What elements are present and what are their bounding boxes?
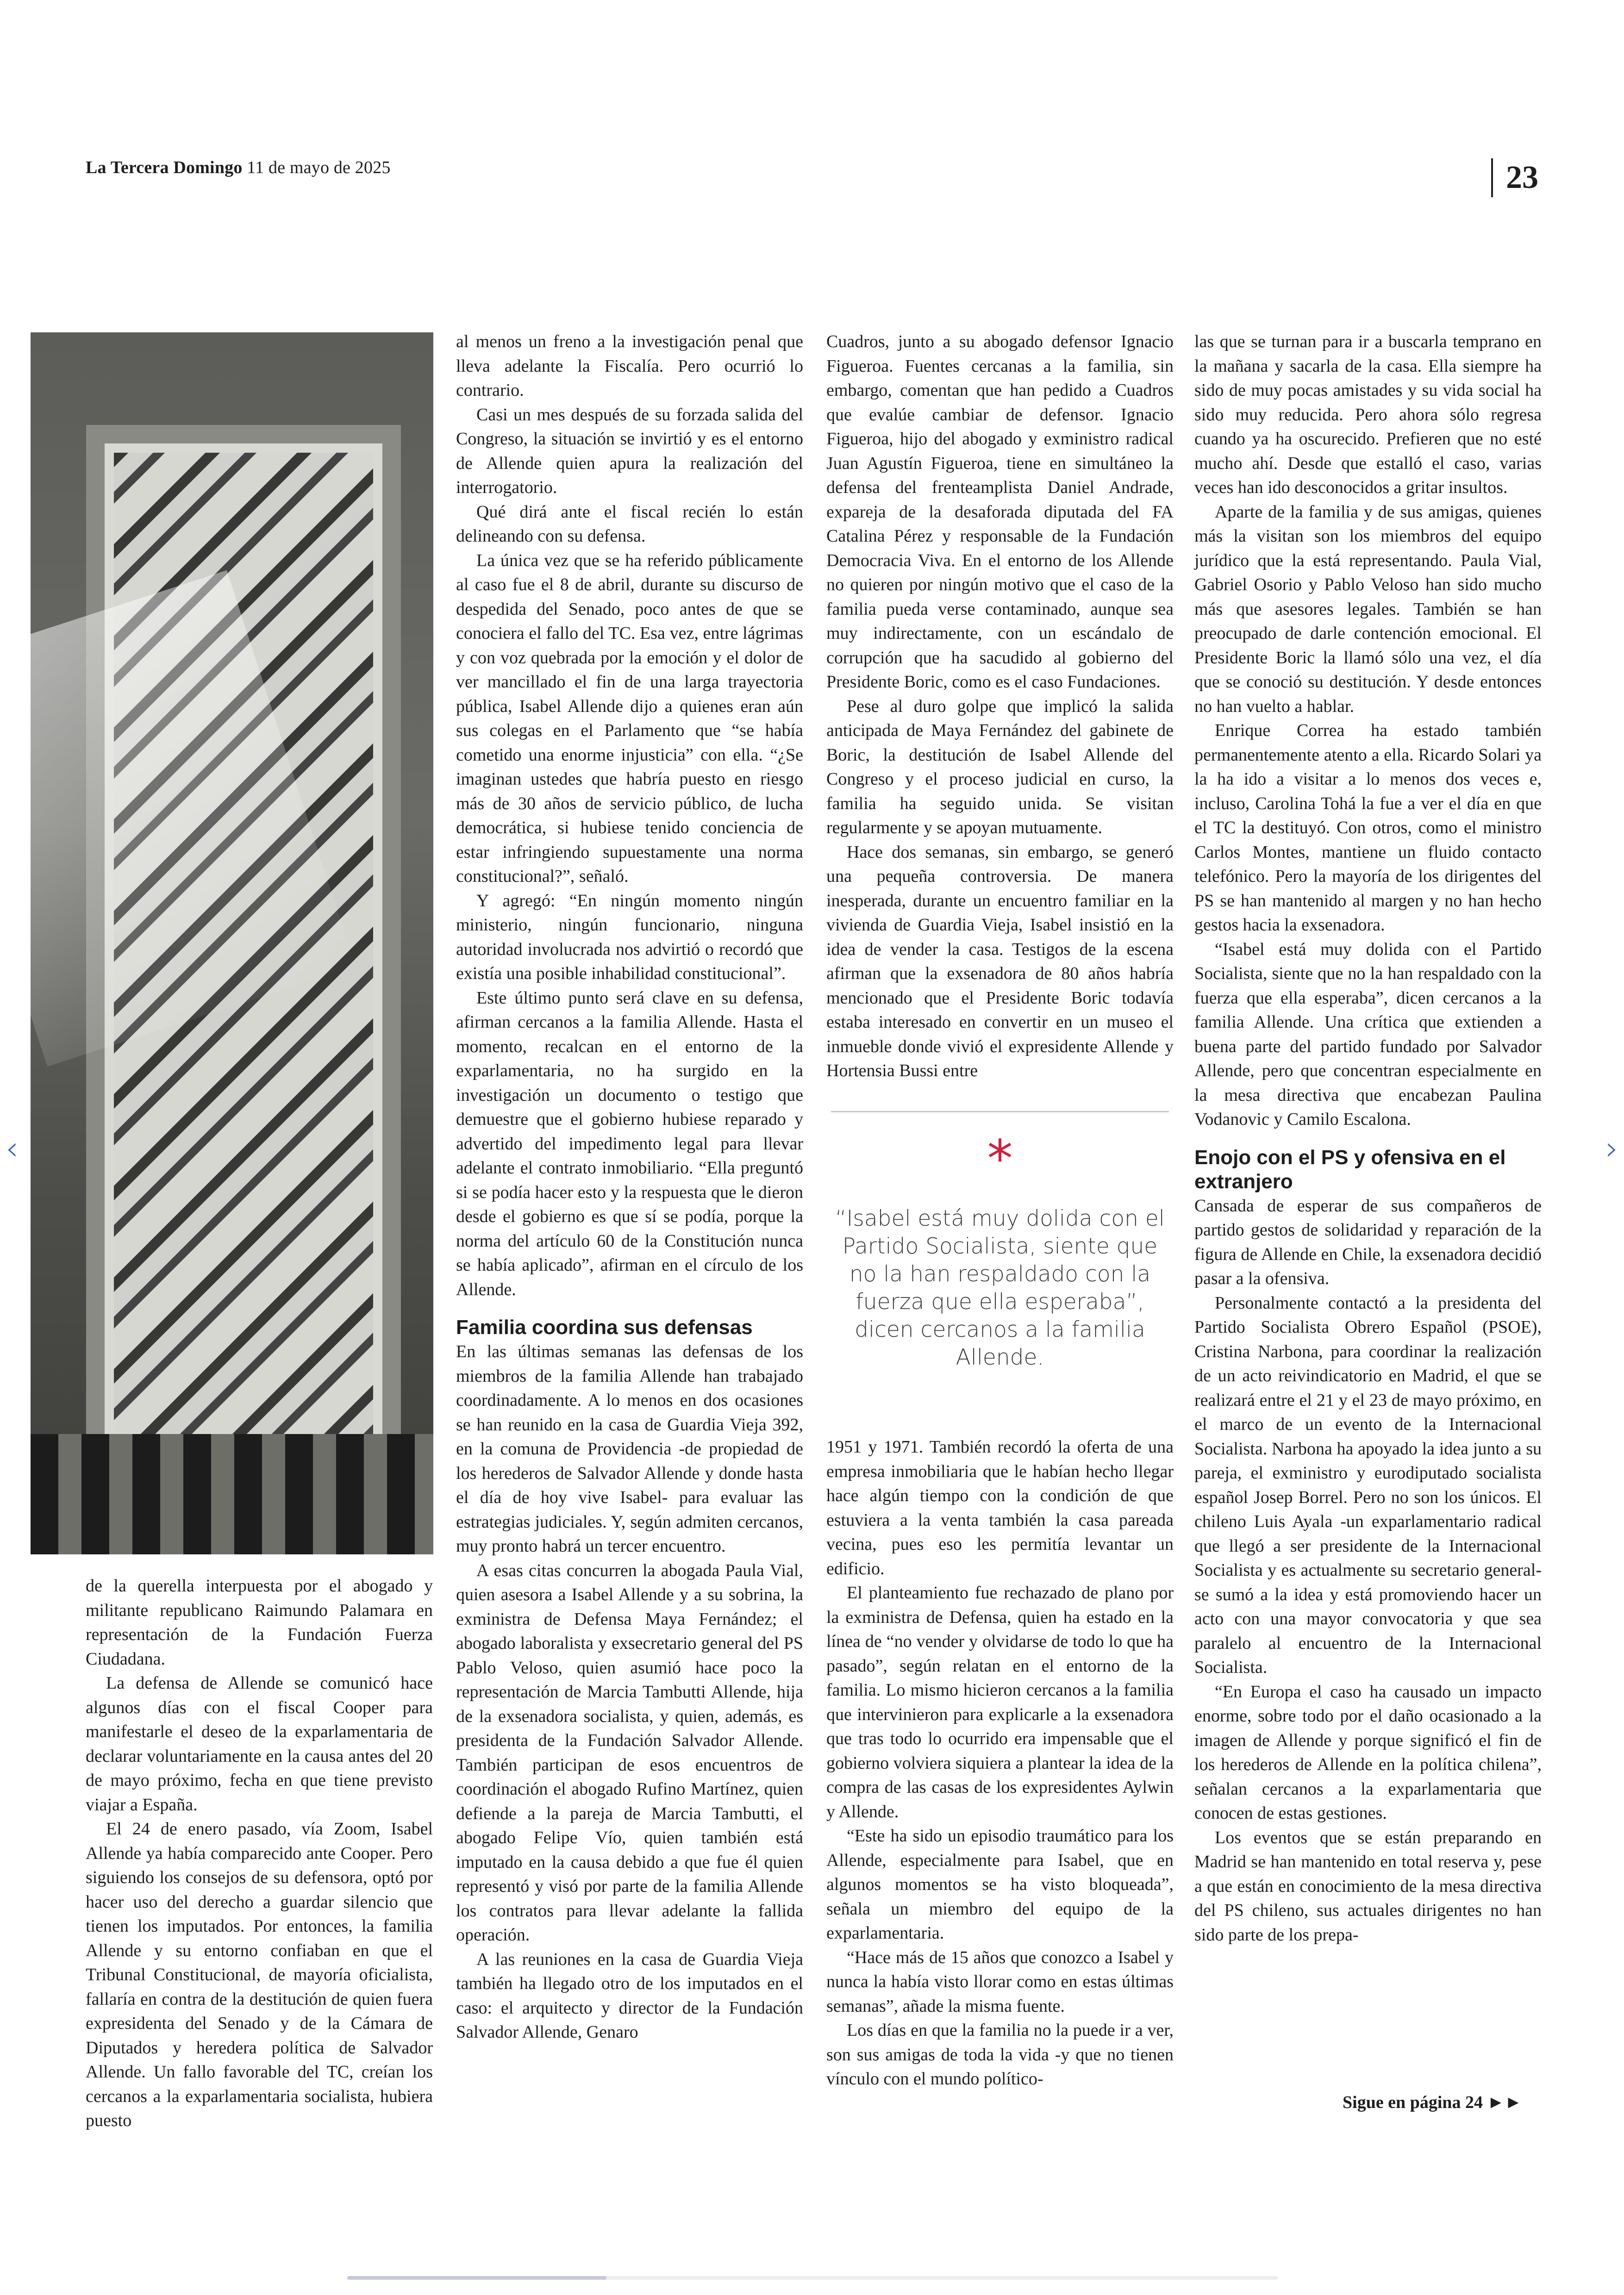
paragraph: Personalmente contactó a la presidenta del Partido Socialista Obrero Español (PSOE), Cristina Narbona, para coordinar la realización de un acto reivindicatorio en Madrid, el que se realizará entre el 21 y el 23 de mayo próximo, en el marco de un evento de la Internacional Socialista. Narbona ha apoyado la idea junto a su pareja, el exministro y eurodiputado socialista español Josep Borrel. Pero no son los únicos. El chileno Luis Ayala -un exparlamentario radical que llegó a ser presidente de la Internacional Socialista y es actualmente su secretario general- se sumó a la idea y está promoviendo hacer un acto con una mayor convocatoria y que sea paralelo al encuentro de la Internacional Socialista. [1194, 1293, 1542, 1677]
scrollbar-thumb[interactable] [347, 2276, 606, 2280]
section-heading: Familia coordina sus defensas [456, 1316, 753, 1339]
publication-date: 11 de mayo de 2025 [247, 158, 391, 177]
paragraph: En las últimas semanas las defensas de los miembros de la familia Allende han trabajado coordinadamente. A lo menos en dos ocasiones se han reunido en la casa de Guardia Vieja 392, en la comuna de Providencia -de propiedad de los herederos de Salvador Allende y donde hasta el día de hoy vive Isabel- para evaluar las estrategias judiciales. Y, según admiten cercanos, muy pronto habrá un tercer encuentro. [456, 1342, 803, 1556]
paragraph: Pese al duro golpe que implicó la salida anticipada de Maya Fernández del gabinete de Boric, la destitución de Isabel Allende del Congreso y el proceso judicial en curso, la familia ha seguido unida. Se visitan regularmente y se apoyan mutuamente. [826, 696, 1174, 837]
paragraph: El planteamiento fue rechazado de plano por la exministra de Defensa, quien ha estado en la línea de “no vender y olvidarse de todo lo que ha pasado”, según relatan en el entorno de la familia. Lo mismo hicieron cercanos a la familia que intervinieron para explicarle a la exsenadora que tras todo lo ocurrido era impensable que el gobierno volviera siquiera a plantear la idea de la compra de las casas de los expresidentes Aylwin y Allende. [826, 1583, 1174, 1821]
paragraph: Qué dirá ante el fiscal recién lo están delineando con su defensa. [456, 502, 803, 546]
paragraph: La defensa de Allende se comunicó hace algunos días con el fiscal Cooper para manifestarle el deseo de la exparlamentaria de declarar voluntariamente en la causa antes del 20 de mayo próximo, fecha en que tiene previsto viajar a España. [86, 1673, 433, 1815]
railing-shadow [31, 1434, 433, 1554]
paragraph: 1951 y 1971. También recordó la oferta de una empresa inmobiliaria que le habían hecho llegar hace algún tiempo con la condición de que estuviera a la venta también la casa pareada vecina, pues eso les permitía levantar un edificio. [826, 1437, 1174, 1578]
pull-quote-text: “Isabel está muy dolida con el Partido Socialista, siente que no la han respaldado con la fuerza que ella esperaba”, dicen cercanos a la familia Allende. [835, 1206, 1165, 1370]
paragraph: Cuadros, junto a su abogado defensor Ignacio Figueroa. Fuentes cercanas a la familia, sin embargo, comentan que han pedido a Cuadros que evalúe cambiar de defensor. Ignacio Figueroa, hijo del abogado y exministro radical Juan Agustín Figueroa, tiene en simultáneo la defensa del frenteamplista Daniel Andrade, expareja de la desaforada diputada del FA Catalina Pérez y responsable de la Fundación Democracia Viva. En el entorno de los Allende no quieren por ningún motivo que el caso de la familia pueda verse contaminado, aunque sea muy indirectamente, con un escándalo de corrupción que ha sacudido al gobierno del Presidente Boric, como es el caso Fundaciones. [826, 332, 1174, 692]
paragraph: Cansada de esperar de sus compañeros de partido gestos de solidaridad y reparación de la figura de Allende en Chile, la exsenadora decidió pasar a la ofensiva. [1194, 1196, 1542, 1288]
paragraph: Y agregó: “En ningún momento ningún ministerio, ningún funcionario, ninguna autoridad involucrada nos advirtió o recordó que existía una posible inhabilidad constitucional”. [456, 891, 803, 983]
paragraph: Los días en que la familia no la puede ir a ver, son sus amigas de toda la vida -y que no tienen vínculo con el mundo político- [826, 2021, 1174, 2089]
paragraph: Los eventos que se están preparando en Madrid se han mantenido en total reserva y, pese a que están en conocimiento de la mesa directiva del PS chileno, sus actuales dirigentes no han sido parte de los prepa- [1194, 1827, 1542, 1945]
paragraph: “Isabel está muy dolida con el Partido Socialista, siente que no la han respaldado con la fuerza que ella esperaba”, dicen cercanos a la familia Allende. Una crítica que extienden a buena parte del partido fundado por Salvador Allende, pero que concentran especialmente en la mesa directiva que encabezan Paulina Vodanovic y Camilo Escalona. [1194, 939, 1542, 1129]
paragraph: El 24 de enero pasado, vía Zoom, Isabel Allende ya había comparecido ante Cooper. Pero siguiendo los consejos de su defensora, optó por hacer uso del derecho a guardar silencio que tienen los imputados. Por entonces, la familia Allende y su entorno confiaban en que el Tribunal Constitucional, de mayoría oficialista, fallaría en contra de la destitución de quien fuera expresidenta del Senado y de la Cámara de Diputados y heredera política de Salvador Allende. Un fallo favorable del TC, creían los cercanos a la exparlamentaria socialista, hubiera puesto [86, 1819, 433, 2130]
paragraph: A esas citas concurren la abogada Paula Vial, quien asesora a Isabel Allende y a su sobrina, la exministra de Defensa Maya Fernández; el abogado laboralista y exsecretario general del PS Pablo Veloso, quien asumió hace poco la representación de Marcia Tambutti Allende, hija de la exsenadora socialista, y quien, además, es presidenta de la Fundación Salvador Allende. También participan de esos encuentros de coordinación el abogado Rufino Martínez, quien defiende a la pareja de Marcia Tambutti, el abogado Felipe Vío, quien también está imputado en la causa debido a que fue él quien representó y visó por parte de la familia Allende los contratos para llevar adelante la fallida operación. [456, 1560, 803, 1945]
paragraph: La única vez que se ha referido públicamente al caso fue el 8 de abril, durante su discurso de despedida del Senado, poco antes de que se conociera el fallo del TC. Esa vez, entre lágrimas y con voz quebrada por la emoción y el dolor de ver mancillado el fin de una larga trayectoria pública, Isabel Allende dijo a quienes eran aún sus colegas en el Parlamento que “se había cometido una enorme injusticia” con ella. “¿Se imaginan ustedes que habría puesto en riesgo más de 30 años de servicio público, de lucha democrática, si hubiese tenido conciencia de estar infringiendo supuestamente una norma constitucional?”, señaló. [456, 550, 803, 886]
article-column-4 [1194, 330, 1542, 1947]
paragraph: Enrique Correa ha estado también permanentemente atento a ella. Ricardo Solari ya la ha ido a visitar a lo menos dos veces e, incluso, Carolina Tohá la fue a ver el día en que el TC la destituyó. Con otros, como el ministro Carlos Montes, mantiene un fluido contacto telefónico. Pero la mayoría de los dirigentes del PS se han mantenido al margen y no han hecho gestos hacia la exsenadora. [1194, 721, 1542, 935]
paragraph: A las reuniones en la casa de Guardia Vieja también ha llegado otro de los imputados en el caso: el arquitecto y director de la Fundación Salvador Allende, Genaro [456, 1949, 803, 2042]
chevron-left-icon[interactable]: ‹ [6, 1129, 19, 1167]
paragraph: de la querella interpuesta por el abogado y militante republicano Raimundo Palamara en representación de la Fundación Fuerza Ciudadana. [86, 1576, 433, 1669]
chevron-right-icon[interactable]: › [1605, 1129, 1618, 1167]
paragraph: Aparte de la familia y de sus amigas, quienes más la visitan son los miembros del equipo jurídico que la está representando. Paula Vial, Gabriel Osorio y Pablo Veloso han sido mucho más que asesores legales. También se han preocupado de darle contención emocional. El Presidente Boric la llamó sólo una vez, el día que se conoció su destitución. Y desde entonces no han vuelto a hablar. [1194, 502, 1542, 716]
paragraph: Casi un mes después de su forzada salida del Congreso, la situación se invirtió y es el entorno de Allende quien apura la realización del interrogatorio. [456, 405, 803, 497]
page-number: 23 [1491, 158, 1538, 197]
article-column-3 [826, 330, 1174, 1083]
continue-link[interactable]: Sigue en página 24 ►► [1343, 2093, 1522, 2112]
page-header [86, 157, 391, 178]
paragraph: Este último punto será clave en su defensa, afirman cercanos a la familia Allende. Hasta el momento, recalcan en el entorno de la exparlamentaria, no ha surgido en la investigación un documento o testigo que demuestre que el gobierno hubiese reparado y advertido del impedimento legal para llevar adelante el contrato inmobiliario. “Ella preguntó si se podía hacer esto y la respuesta que le dieron desde el gobierno es que sí se podía, porque la norma del artículo 60 de la Constitución nunca se había aplicado”, afirman en el círculo de los Allende. [456, 988, 803, 1299]
paragraph: “Este ha sido un episodio traumático para los Allende, especialmente para Isabel, que en algunos momentos se ha visto bloqueada”, señala un miembro del equipo de la exparlamentaria. [826, 1826, 1174, 1943]
paragraph: al menos un freno a la investigación penal que lleva adelante la Fiscalía. Pero ocurrió lo contrario. [456, 332, 803, 400]
article-column-2 [456, 330, 803, 2045]
pull-quote [831, 1111, 1169, 1372]
article-column-1 [86, 1574, 433, 2133]
paragraph: Hace dos semanas, sin embargo, se generó una pequeña controversia. De manera inesperada, durante un encuentro familiar en la vivienda de Guardia Vieja, Isabel insistió en la idea de vender la casa. Testigos de la escena afirman que la exsenadora de 80 años habría mencionado que el Presidente Boric todavía estaba interesado en convertir en un museo el inmueble donde vivió el expresidente Allende y Hortensia Bussi entre [826, 842, 1174, 1080]
paragraph: las que se turnan para ir a buscarla temprano en la mañana y sacarla de la casa. Ella siempre ha sido de muy pocas amistades y su vida social ha sido muy reducida. Pero ahora sólo regresa cuando ya ha oscurecido. Prefieren que no esté mucho ahí. Desde que estalló el caso, varias veces han ido desconocidos a gritar insultos. [1194, 332, 1542, 497]
article-photo [31, 332, 433, 1554]
publication-name: La Tercera Domingo [86, 158, 243, 177]
paragraph: “En Europa el caso ha causado un impacto enorme, sobre todo por el daño ocasionado a la imagen de Allende y porque significó el fin de los herederos de Allende en la política chilena”, señalan cercanos a la exparlamentaria que conocen de estas gestiones. [1194, 1682, 1542, 1823]
section-heading: Enojo con el PS y ofensiva en el extranjero [1194, 1146, 1506, 1193]
article-column-3-continued [826, 1435, 1174, 2091]
page-scrollbar[interactable] [347, 2276, 1278, 2280]
asterisk-icon: * [987, 1129, 1013, 1188]
paragraph: “Hace más de 15 años que conozco a Isabel y nunca la había visto llorar como en estas últimas semanas”, añade la misma fuente. [826, 1947, 1174, 2016]
